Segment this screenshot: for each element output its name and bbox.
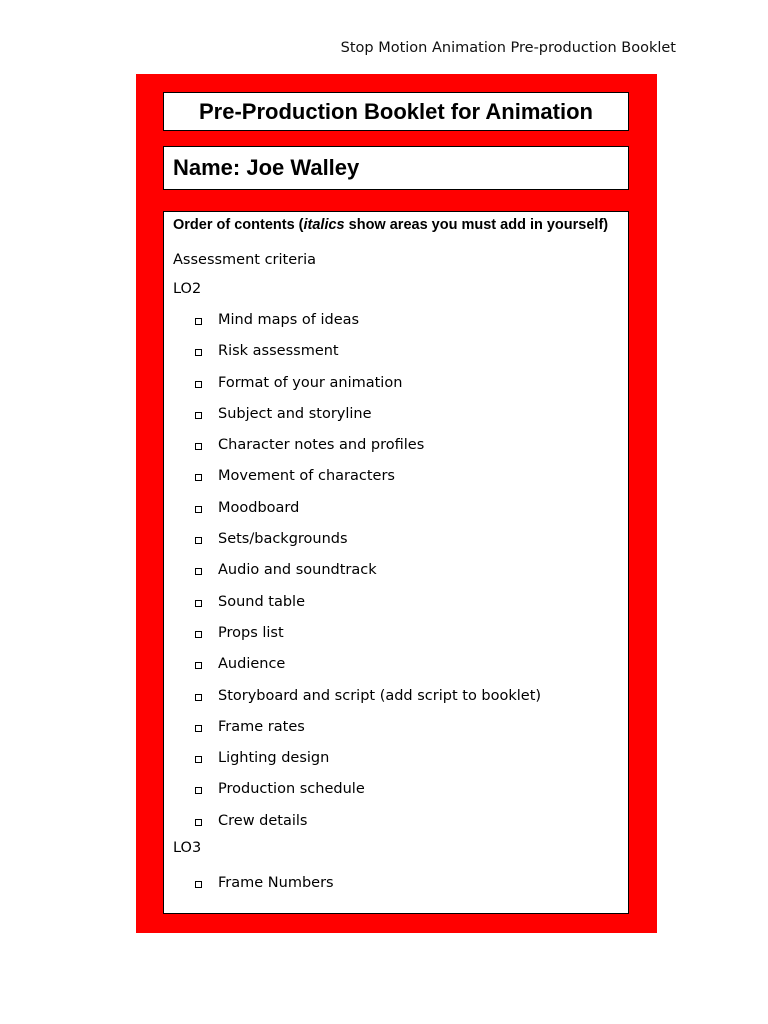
list-item-label: Character notes and profiles — [218, 437, 425, 453]
contents-heading-italic: italics — [303, 217, 345, 233]
checkbox-icon — [195, 725, 202, 732]
list-item — [195, 341, 339, 361]
checkbox-icon — [195, 881, 202, 888]
checkbox-icon — [195, 756, 202, 763]
contents-heading-end: show areas you must add in yourself) — [344, 217, 609, 233]
list-item-label: Storyboard and script (add script to booklet) — [218, 688, 542, 704]
list-item-label: Risk assessment — [218, 343, 339, 359]
checkbox-icon — [195, 600, 202, 607]
lo2-label: LO2 — [173, 281, 202, 297]
list-item — [195, 466, 395, 486]
list-item-label: Subject and storyline — [218, 406, 372, 422]
list-item-label: Audience — [218, 656, 286, 672]
list-item — [195, 529, 348, 549]
checkbox-icon — [195, 568, 202, 575]
checkbox-icon — [195, 412, 202, 419]
list-item — [195, 811, 307, 831]
running-header: Stop Motion Animation Pre-production Booklet — [340, 40, 676, 56]
list-item-label: Frame Numbers — [218, 875, 334, 891]
checkbox-icon — [195, 787, 202, 794]
list-item-label: Moodboard — [218, 500, 300, 516]
list-item — [195, 748, 329, 768]
list-item-label: Crew details — [218, 813, 308, 829]
list-item-label: Sets/backgrounds — [218, 531, 348, 547]
contents-heading-start: Order of contents ( — [173, 217, 304, 233]
list-item — [195, 560, 377, 580]
list-item — [195, 779, 365, 799]
list-item — [195, 310, 359, 330]
list-item-label: Audio and soundtrack — [218, 562, 377, 578]
list-item — [195, 498, 299, 518]
contents-heading — [173, 217, 608, 233]
list-item-label: Frame rates — [218, 719, 305, 735]
list-item-label: Lighting design — [218, 750, 330, 766]
checkbox-icon — [195, 537, 202, 544]
checkbox-icon — [195, 506, 202, 513]
list-item — [195, 717, 305, 737]
name-box — [163, 146, 629, 190]
list-item — [195, 592, 305, 612]
list-item — [195, 654, 285, 674]
checkbox-icon — [195, 349, 202, 356]
checkbox-icon — [195, 474, 202, 481]
list-item — [195, 373, 402, 393]
list-item-label: Production schedule — [218, 781, 365, 797]
list-item-label: Movement of characters — [218, 468, 395, 484]
list-item-label: Props list — [218, 625, 284, 641]
list-item — [195, 873, 334, 893]
list-item — [195, 404, 372, 424]
checkbox-icon — [195, 443, 202, 450]
checkbox-icon — [195, 694, 202, 701]
name-label: Name: — [173, 155, 247, 180]
booklet-cover-panel — [136, 74, 657, 933]
list-item — [195, 623, 284, 643]
checkbox-icon — [195, 819, 202, 826]
booklet-title: Pre-Production Booklet for Animation — [199, 98, 593, 124]
list-item — [195, 686, 541, 706]
name-value: Joe Walley — [246, 155, 360, 180]
checkbox-icon — [195, 318, 202, 325]
list-item — [195, 435, 424, 455]
checkbox-icon — [195, 662, 202, 669]
lo3-label: LO3 — [173, 840, 202, 856]
checkbox-icon — [195, 631, 202, 638]
checkbox-icon — [195, 381, 202, 388]
contents-box — [163, 211, 629, 914]
title-box — [163, 92, 629, 131]
assessment-criteria-label: Assessment criteria — [173, 252, 317, 268]
list-item-label: Format of your animation — [218, 375, 403, 391]
list-item-label: Sound table — [218, 594, 305, 610]
list-item-label: Mind maps of ideas — [218, 312, 360, 328]
